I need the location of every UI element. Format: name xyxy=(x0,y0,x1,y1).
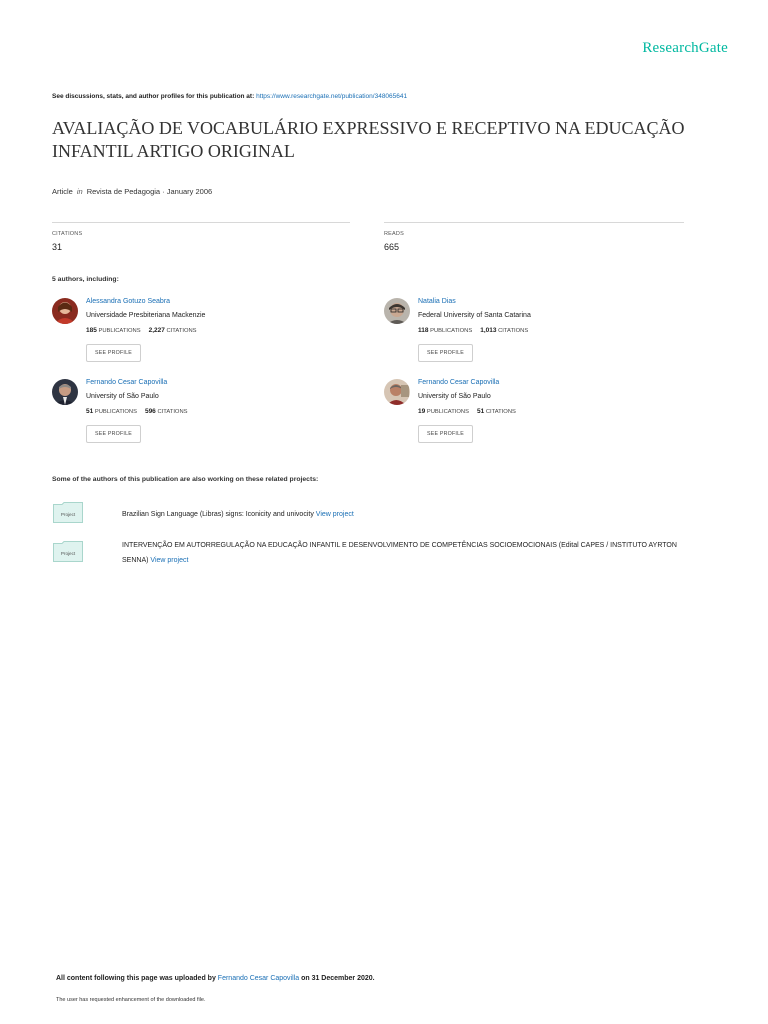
reads-count: 665 xyxy=(384,242,400,252)
project-item xyxy=(122,538,697,568)
see-profile-button[interactable]: SEE PROFILE xyxy=(86,425,141,443)
uploader-link[interactable]: Fernando Cesar Capovilla xyxy=(217,975,300,982)
publications-label: PUBLICATIONS xyxy=(426,409,469,415)
citations-count: 2,227 xyxy=(148,327,165,334)
in-label: in xyxy=(76,187,83,196)
authors-heading: 5 authors, including: xyxy=(52,276,119,283)
author-card xyxy=(52,298,352,368)
discussion-line xyxy=(52,93,407,100)
see-profile-button[interactable]: SEE PROFILE xyxy=(86,344,141,362)
publications-label: PUBLICATIONS xyxy=(98,328,141,334)
project-title: Brazilian Sign Language (Libras) signs: Iconicity and univocity xyxy=(122,511,314,518)
article-type: Article xyxy=(52,187,73,196)
author-institution: University of São Paulo xyxy=(418,393,491,400)
project-icon-label: Project xyxy=(60,551,76,556)
author-stats xyxy=(418,327,528,334)
project-icon-label: Project xyxy=(60,512,76,517)
author-card xyxy=(52,379,352,449)
author-name-link[interactable]: Fernando Cesar Capovilla xyxy=(418,379,500,386)
discussion-text: See discussions, stats, and author profiles for this publication at: xyxy=(52,93,255,100)
author-card xyxy=(384,298,684,368)
author-stats xyxy=(86,327,197,334)
publications-label: PUBLICATIONS xyxy=(94,409,137,415)
publication-title: AVALIAÇÃO DE VOCABULÁRIO EXPRESSIVO E RECEPTIVO NA EDUCAÇÃO INFANTIL ARTIGO ORIGINAL xyxy=(52,118,685,161)
enhancement-note: The user has requested enhancement of the downloaded file. xyxy=(56,997,206,1003)
author-institution: University of São Paulo xyxy=(86,393,159,400)
project-folder-icon[interactable] xyxy=(53,502,83,523)
related-projects-heading: Some of the authors of this publication are also working on these related projects: xyxy=(52,476,319,483)
citations-stat xyxy=(52,222,350,252)
avatar[interactable] xyxy=(384,298,410,324)
divider xyxy=(384,222,684,223)
author-name-link[interactable]: Alessandra Gotuzo Seabra xyxy=(86,298,171,305)
citations-count: 31 xyxy=(52,242,63,252)
citations-label: CITATIONS xyxy=(166,328,197,334)
avatar[interactable] xyxy=(52,298,78,324)
citations-label: CITATIONS xyxy=(485,409,516,415)
publications-count: 185 xyxy=(86,327,97,334)
author-institution: Universidade Presbiteriana Mackenzie xyxy=(86,312,206,319)
project-item xyxy=(122,507,682,522)
divider xyxy=(52,222,350,223)
citations-count: 51 xyxy=(476,408,485,415)
avatar[interactable] xyxy=(384,379,410,405)
author-name-link[interactable]: Natalia Dias xyxy=(418,298,456,305)
view-project-link[interactable]: View project xyxy=(315,511,354,518)
citations-label: CITATIONS xyxy=(52,231,83,237)
project-title: INTERVENÇÃO EM AUTORREGULAÇÃO NA EDUCAÇÃO INFANTIL E DESENVOLVIMENTO DE COMPETÊNCIAS SOCIOEMOCIONAIS (Edital CAPES / INSTITUTO AYRTON SENNA) xyxy=(122,542,677,564)
view-project-link[interactable]: View project xyxy=(150,557,189,564)
author-institution: Federal University of Santa Catarina xyxy=(418,312,531,319)
author-stats xyxy=(86,408,188,415)
avatar[interactable] xyxy=(52,379,78,405)
publications-count: 19 xyxy=(418,408,426,415)
publications-label: PUBLICATIONS xyxy=(430,328,473,334)
publication-meta xyxy=(52,187,212,196)
publication-url-link[interactable]: https://www.researchgate.net/publication/348065641 xyxy=(256,93,408,100)
author-card xyxy=(384,379,684,449)
author-name-link[interactable]: Fernando Cesar Capovilla xyxy=(86,379,168,386)
upload-date: on 31 December 2020. xyxy=(301,975,375,982)
citations-label: CITATIONS xyxy=(157,409,188,415)
upload-prefix: All content following this page was uploaded by xyxy=(56,975,216,982)
upload-notice xyxy=(56,975,375,982)
publications-count: 51 xyxy=(86,408,94,415)
see-profile-button[interactable]: SEE PROFILE xyxy=(418,344,473,362)
see-profile-button[interactable]: SEE PROFILE xyxy=(418,425,473,443)
citations-label: CITATIONS xyxy=(498,328,529,334)
journal-date: Revista de Pedagogia · January 2006 xyxy=(86,187,213,196)
citations-count: 596 xyxy=(144,408,156,415)
author-stats xyxy=(418,408,516,415)
project-folder-icon[interactable] xyxy=(53,541,83,562)
publications-count: 118 xyxy=(418,327,429,334)
citations-count: 1,013 xyxy=(480,327,497,334)
reads-label: READS xyxy=(384,231,404,237)
researchgate-logo[interactable]: ResearchGate xyxy=(642,40,728,56)
reads-stat xyxy=(384,222,684,252)
